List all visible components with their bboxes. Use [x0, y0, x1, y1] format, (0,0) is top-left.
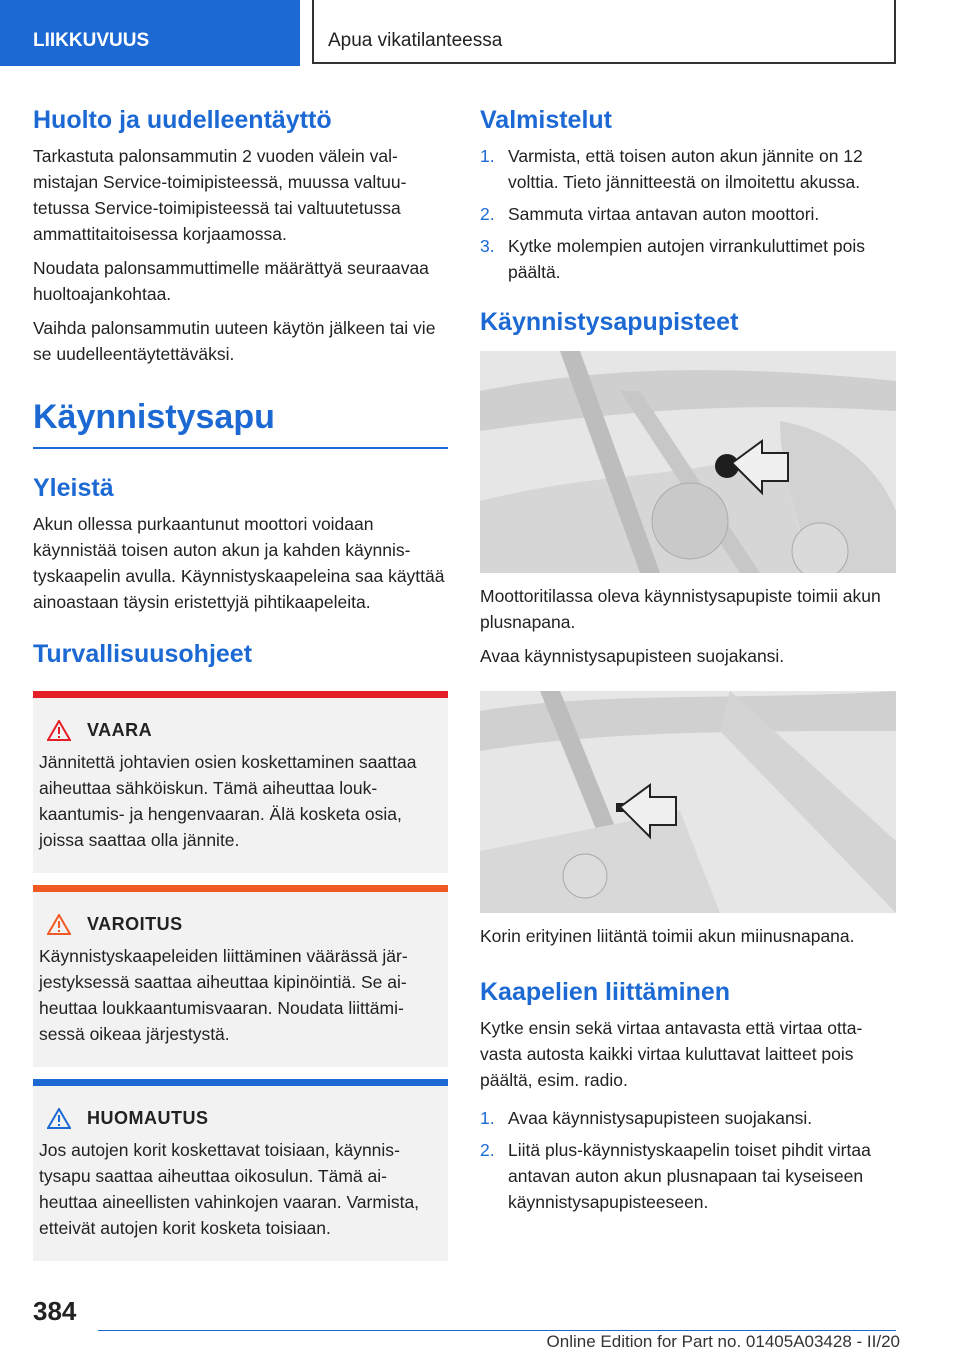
warning-label: VAROITUS: [87, 914, 183, 934]
notice-box: [33, 1079, 448, 1261]
danger-box: [33, 691, 448, 873]
header-section-label: LIIKKUVUUS: [33, 30, 150, 51]
points-caption-1: Moottoritilassa oleva käynnistysapupiste toimii akun plusnapana.: [480, 586, 881, 632]
step-number: 3.: [480, 236, 495, 256]
points-caption-3: Korin erityinen liitäntä toimii akun miinusnapana.: [480, 926, 855, 946]
header-chapter-label: Apua vikatilanteessa: [328, 30, 503, 51]
general-title: Yleistä: [33, 474, 114, 502]
warning-triangle-icon: [47, 1108, 71, 1129]
points-caption-2: Avaa käynnistysapupisteen suojakansi.: [480, 646, 785, 666]
prep-title: Valmistelut: [480, 106, 612, 134]
footer-edition: Online Edition for Part no. 01405A03428 - II/20: [546, 1332, 900, 1351]
warning-box: [33, 885, 448, 1067]
connect-title: Kaapelien liittäminen: [480, 978, 731, 1006]
safety-title: Turvallisuusohjeet: [33, 640, 253, 668]
footer-rule: [98, 1330, 896, 1331]
page-number: 384: [33, 1296, 77, 1326]
notice-text: Jos autojen korit koskettavat toisiaan, käynnistysapu saattaa aiheuttaa oikosulun. Tämä aiheuttaa aineellisten vahinkojen vaaran. Varmista, etteivät autojen korit kosketa toisiaan.: [39, 1140, 420, 1238]
points-title: Käynnistysapupisteet: [480, 308, 739, 336]
notice-label: HUOMAUTUS: [87, 1108, 209, 1128]
danger-text: Jännitettä johtavien osien koskettaminen saattaa aiheuttaa sähköiskun. Tämä aiheuttaa loukkaantumis- ja hengenvaaran. Älä kosketa osia, joissa saattaa olla jännite.: [39, 752, 417, 850]
engine-photo-minus: [480, 691, 896, 913]
maintenance-paragraph-1: Tarkastuta palonsammutin 2 vuoden välein valmistajan Service-toimipisteessä, muussa valtuutetussa Service-toimipisteessä tai valtuutetussa ammattitaitoisessa korjaamossa.: [33, 146, 407, 244]
maintenance-paragraph-2: Noudata palonsammuttimelle määrättyä seuraavaa huoltoajankohtaa.: [33, 258, 429, 304]
prep-steps: [480, 143, 896, 285]
left-column: [33, 105, 448, 1261]
list-item: [480, 1137, 896, 1215]
header-section: [0, 0, 300, 66]
warning-triangle-icon: [47, 720, 71, 741]
warning-triangle-icon: [47, 914, 71, 935]
danger-label: VAARA: [87, 720, 153, 740]
warning-head: [47, 914, 438, 935]
engine-bay-illustration: [480, 351, 896, 573]
notice-head: [47, 1108, 438, 1129]
step-text: Liitä plus-käynnistyskaapelin toiset pihdit virtaa antavan auton akun plusnapaan tai kyseiseen käynnistysapupisteeseen.: [508, 1140, 871, 1212]
right-column: [480, 105, 896, 1227]
step-text: Avaa käynnistysapupisteen suojakansi.: [508, 1108, 813, 1128]
list-item: [480, 233, 896, 285]
warning-text: Käynnistyskaapeleiden liittäminen väärässä järjestyksessä saattaa aiheuttaa kipinöintiä. Se aiheuttaa loukkaantumisvaaran. Noudata liittämisessä oikeaa järjestystä.: [39, 946, 408, 1044]
connect-steps: [480, 1105, 896, 1215]
main-title: Käynnistysapu: [33, 398, 275, 436]
list-item: [480, 201, 896, 227]
engine-photo-plus: [480, 351, 896, 573]
connect-text: Kytke ensin sekä virtaa antavasta että virtaa ottavasta autosta kaikki virtaa kuluttavat laitteet pois päältä, esim. radio.: [480, 1018, 863, 1090]
step-text: Kytke molempien autojen virrankuluttimet pois päältä.: [508, 236, 865, 282]
step-number: 1.: [480, 1108, 495, 1128]
step-number: 1.: [480, 146, 495, 166]
body-ground-illustration: [480, 691, 896, 913]
general-text: Akun ollessa purkaantunut moottori voidaan käynnistää toisen auton akun ja kahden käynnistyskaapelin avulla. Käynnistyskaapeleina saa käyttää ainoastaan täysin eristettyjä pihtikaapeleita.: [33, 514, 445, 612]
step-number: 2.: [480, 1140, 495, 1160]
step-text: Sammuta virtaa antavan auton moottori.: [508, 204, 820, 224]
maintenance-title: Huolto ja uudelleentäyttö: [33, 106, 332, 134]
title-rule: [33, 447, 448, 449]
step-text: Varmista, että toisen auton akun jännite on 12 volttia. Tieto jännitteestä on ilmoitettu akussa.: [508, 146, 863, 192]
danger-head: [47, 720, 438, 741]
step-number: 2.: [480, 204, 495, 224]
list-item: [480, 1105, 896, 1131]
list-item: [480, 143, 896, 195]
maintenance-paragraph-3: Vaihda palonsammutin uuteen käytön jälkeen tai vie se uudelleentäytettäväksi.: [33, 318, 436, 364]
header-chapter: [312, 0, 896, 64]
